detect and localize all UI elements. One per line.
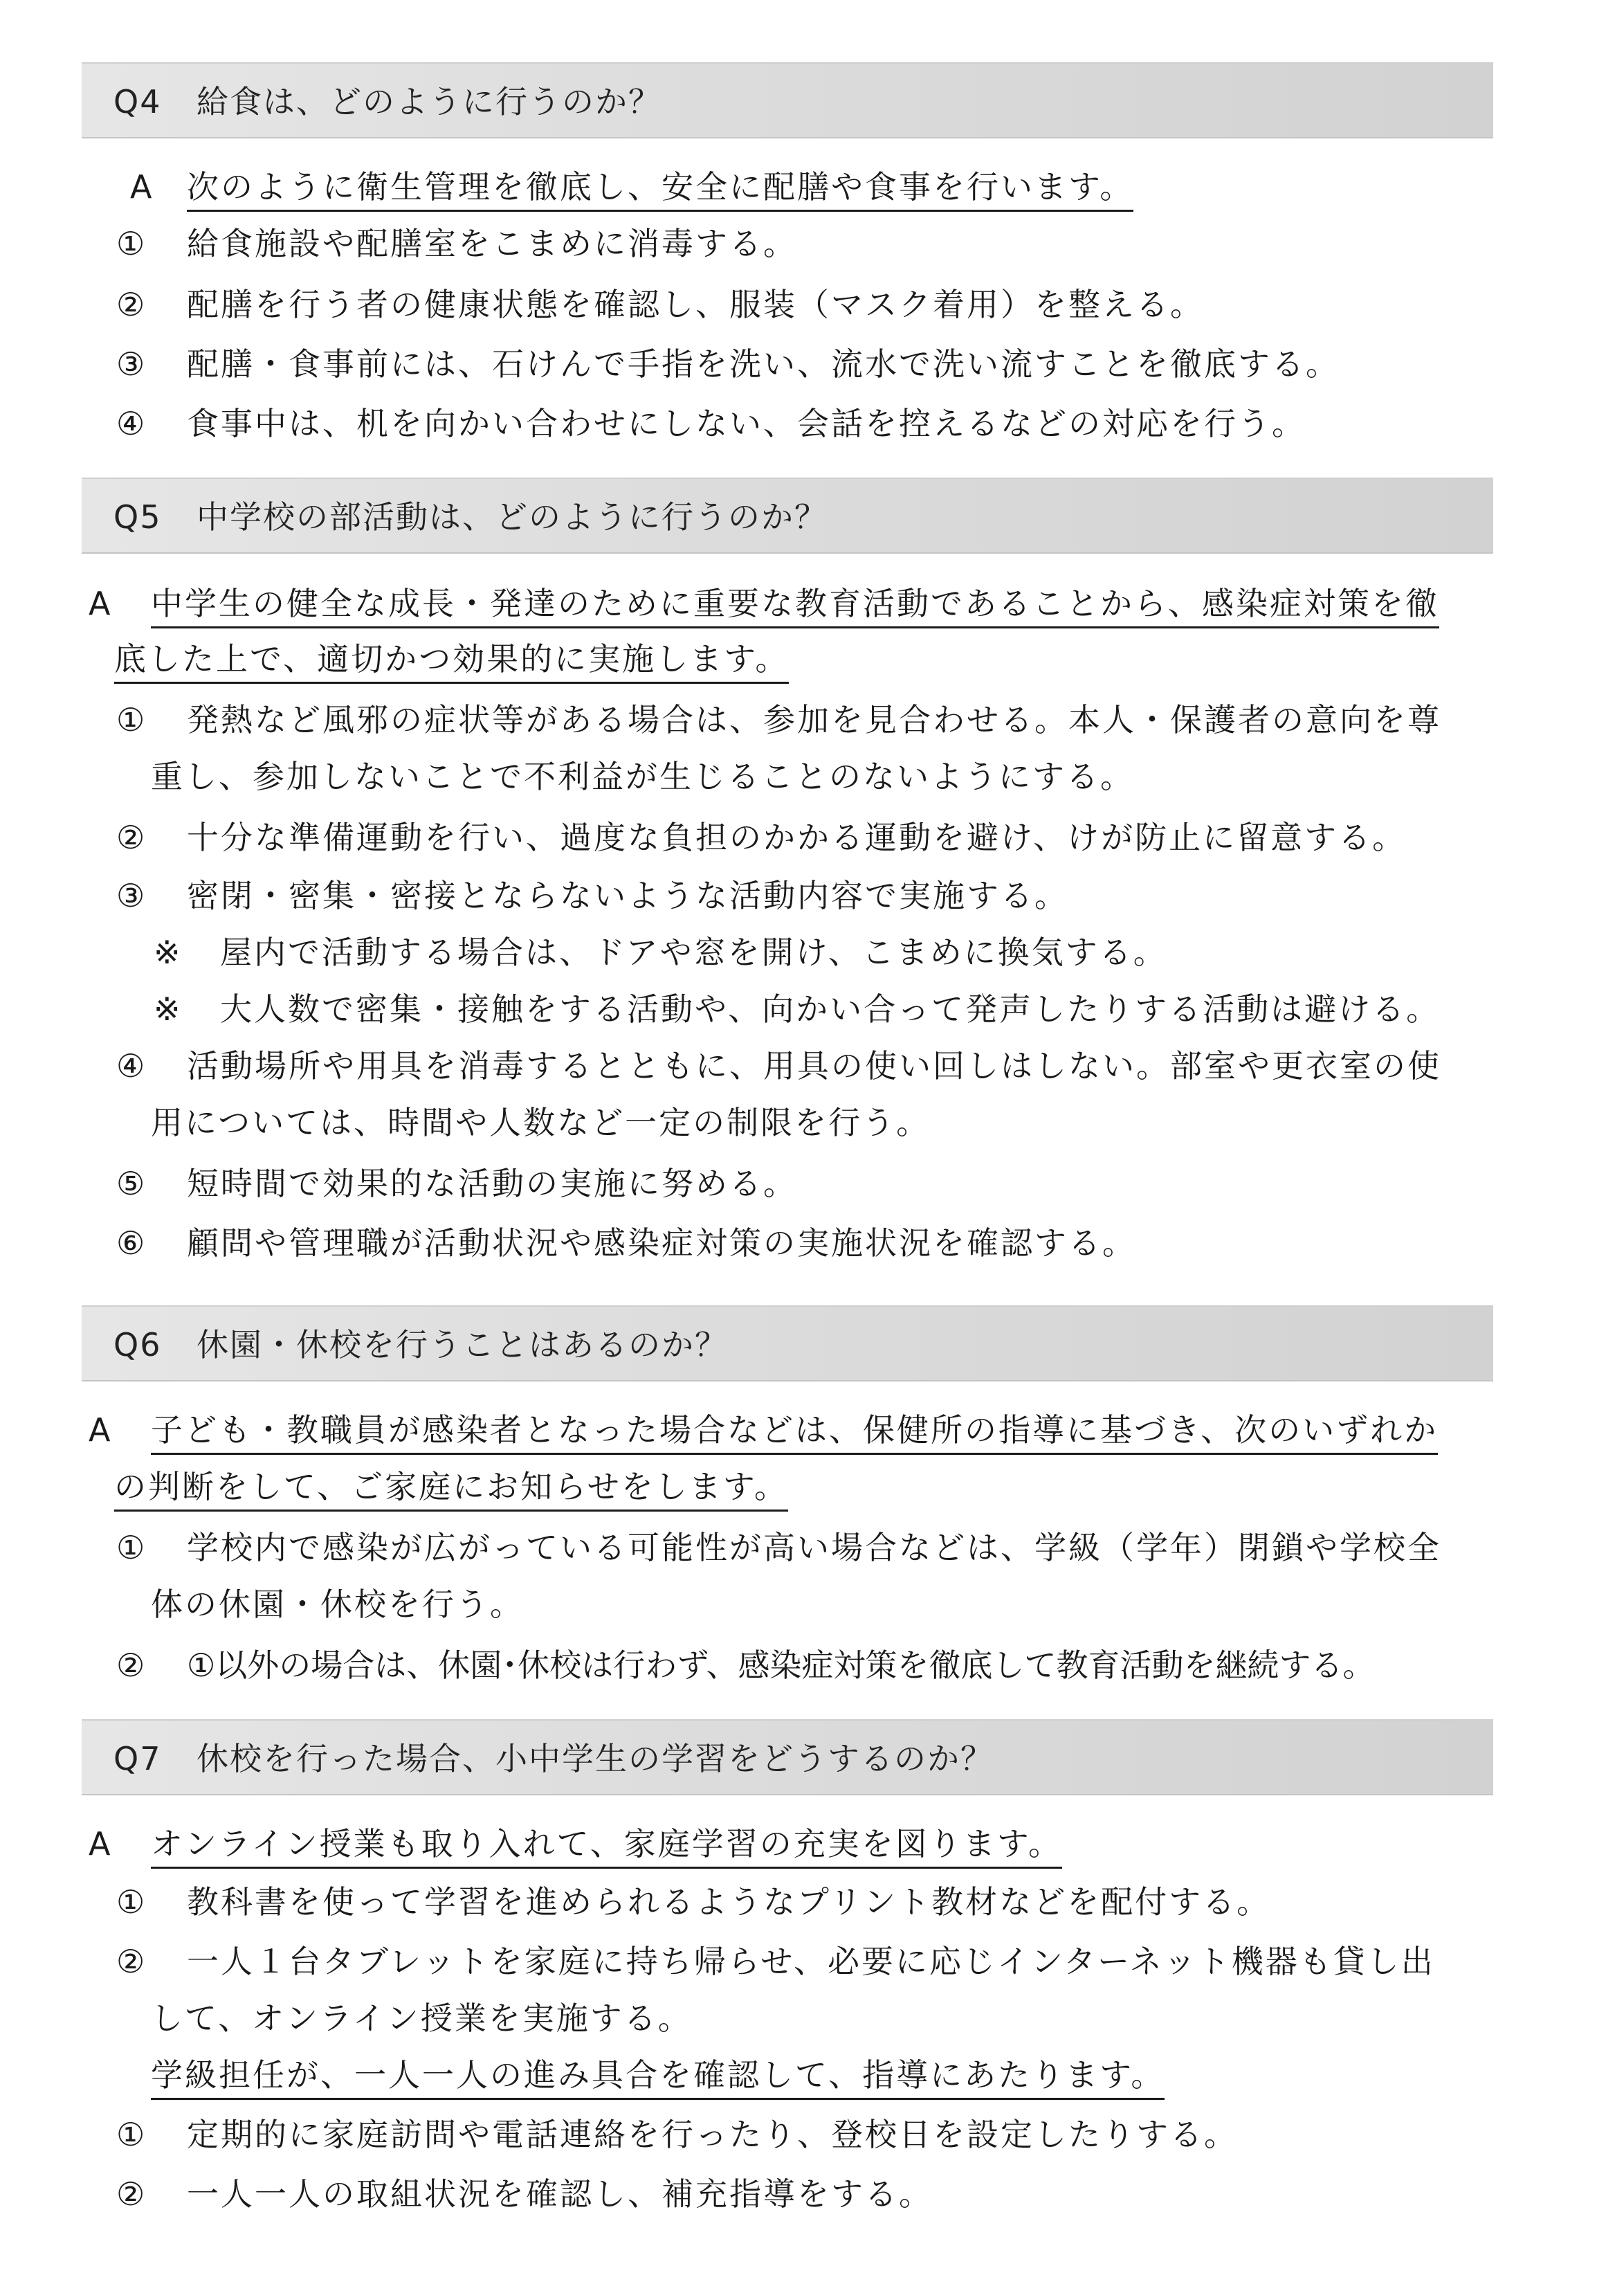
list-item: 食事中は、机を向かい合わせにしない、会話を控えるなどの対応を行う。 [187,405,1306,442]
list-item: 短時間で効果的な活動の実施に努める。 [187,1165,797,1202]
answer-line: オンライン授業も取り入れて、家庭学習の充実を図ります。 [151,1823,1062,1865]
answer-line: の判断をして、ご家庭にお知らせをします。 [114,1466,788,1507]
question-header-q6 [82,1305,1493,1381]
note-item: 大人数で密集・接触をする活動や、向かい合って発声したりする活動は避ける。 [220,990,1441,1028]
list-item: 十分な準備運動を行い、過度な負担のかかる運動を避け、けが防止に留意する。 [187,819,1407,856]
note-marker: ※ [154,934,181,971]
item-marker: ⑥ [116,1224,145,1262]
question-header-q4 [82,62,1493,138]
question-number: Q6 [113,1326,162,1363]
list-item: 密閉・密集・密接とならないような活動内容で実施する。 [187,877,1068,914]
item-marker: ② [116,286,145,323]
list-item: 配膳・食事前には、石けんで手指を洗い、流水で洗い流すことを徹底する。 [187,345,1340,383]
list-item: 活動場所や用具を消毒するとともに、用具の使い回しはしない。部室や更衣室の使 [187,1047,1441,1085]
question-header-q5 [82,478,1493,554]
list-item-continued: 重し、参加しないことで不利益が生じることのないようにする。 [151,758,1134,795]
item-marker: ① [116,225,145,262]
question-header-q7 [82,1719,1493,1795]
list-item: 学校内で感染が広がっている可能性が高い場合などは、学級（学年）閉鎖や学校全 [187,1529,1441,1566]
list-item: 定期的に家庭訪問や電話連絡を行ったり、登校日を設定したりする。 [187,2116,1238,2153]
answer-line: 底した上で、適切かつ効果的に実施します。 [114,638,789,680]
item-marker: ③ [116,877,145,914]
question-title: 休校を行った場合、小中学生の学習をどうするのか？ [197,1740,994,1777]
list-item: 給食施設や配膳室をこまめに消毒する。 [187,225,797,262]
answer-mark: A [89,585,111,622]
item-marker: ① [116,2116,145,2153]
item-marker: ① [116,701,145,738]
item-marker: ② [116,1943,145,1980]
note-marker: ※ [154,990,181,1028]
list-item: 一人１台タブレットを家庭に持ち帰らせ、必要に応じインターネット機器も貸し出 [187,1943,1435,1980]
list-item-continued: 体の休園・休校を行う。 [151,1586,524,1623]
item-marker: ③ [116,345,145,383]
list-item-continued: して、オンライン授業を実施する。 [151,2000,692,2037]
answer-line: 学級担任が、一人一人の進み具合を確認して、指導にあたります。 [151,2054,1165,2096]
answer-line: 中学生の健全な成長・発達のために重要な教育活動であることから、感染症対策を徹 [151,583,1439,624]
item-marker: ⑤ [116,1165,145,1202]
question-text [113,82,662,122]
list-item-continued: 用については、時間や人数など一定の制限を行う。 [151,1104,931,1141]
question-text [113,1325,728,1365]
question-number: Q4 [113,83,162,120]
note-item: 屋内で活動する場合は、ドアや窓を開け、こまめに換気する。 [220,934,1167,971]
question-title: 休園・休校を行うことはあるのか？ [197,1326,728,1363]
answer-mark: A [89,1825,111,1862]
answer-mark: A [130,168,152,206]
answer-line: 子ども・教職員が感染者となった場合などは、保健所の指導に基づき、次のいずれか [151,1409,1438,1451]
list-item: 一人一人の取組状況を確認し、補充指導をする。 [187,2175,933,2213]
question-title: 給食は、どのように行うのか？ [197,83,662,120]
list-item: 配膳を行う者の健康状態を確認し、服装（マスク着用）を整える。 [187,286,1204,323]
answer-mark: A [89,1411,111,1449]
question-number: Q5 [113,498,162,536]
item-marker: ① [116,1883,145,1921]
item-marker: ② [116,2175,145,2213]
question-number: Q7 [113,1740,162,1777]
question-text [113,1739,994,1779]
list-item: ①以外の場合は、休園･休校は行わず、感染症対策を徹底して教育活動を継続する。 [187,1647,1375,1684]
item-marker: ④ [116,405,145,442]
item-marker: ② [116,819,145,856]
item-marker: ② [116,1647,145,1684]
list-item: 教科書を使って学習を進められるようなプリント教材などを配付する。 [187,1883,1271,1921]
list-item: 発熱など風邪の症状等がある場合は、参加を見合わせる。本人・保護者の意向を尊 [187,701,1441,738]
item-marker: ④ [116,1047,145,1085]
item-marker: ① [116,1529,145,1566]
list-item: 顧問や管理職が活動状況や感染症対策の実施状況を確認する。 [187,1224,1136,1262]
question-text [113,497,828,537]
question-title: 中学校の部活動は、どのように行うのか？ [197,498,828,536]
answer-line: 次のように衛生管理を徹底し、安全に配膳や食事を行います。 [187,166,1133,208]
